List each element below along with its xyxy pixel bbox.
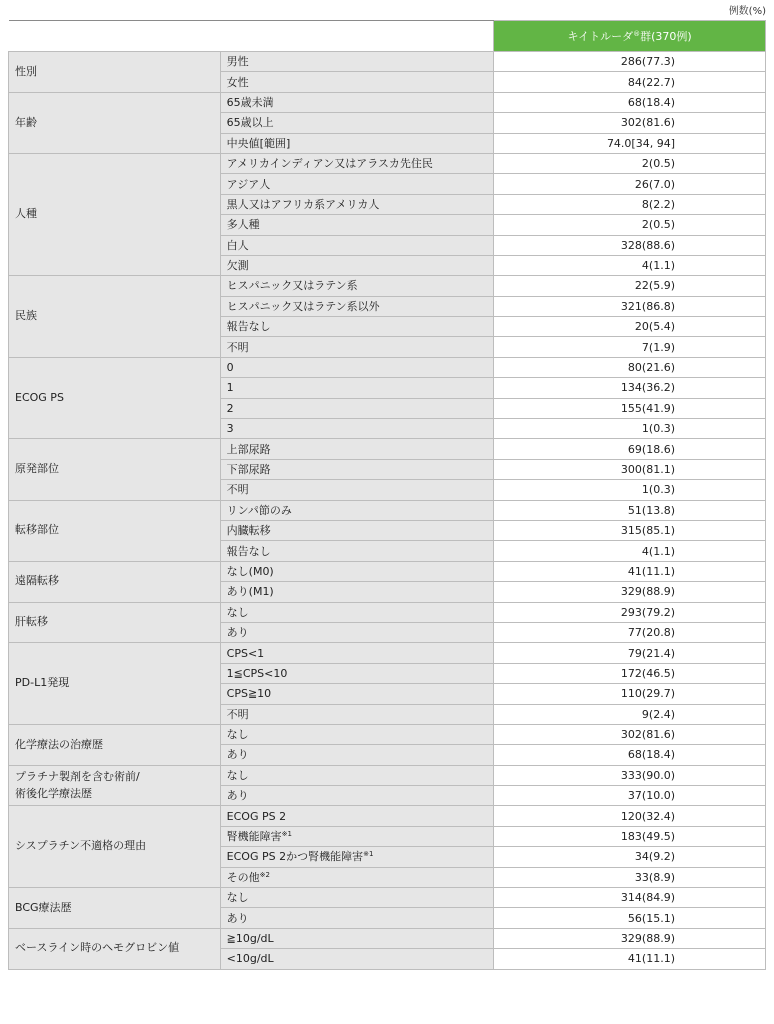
value-cell: 321(86.8): [494, 296, 766, 316]
subgroup-label: <10g/dL: [220, 949, 494, 969]
value-cell: 293(79.2): [494, 602, 766, 622]
category-label: 年齢: [9, 92, 221, 153]
value-cell: 4(1.1): [494, 255, 766, 275]
value-cell: 134(36.2): [494, 378, 766, 398]
subgroup-label: あり: [220, 786, 494, 806]
subgroup-label: 報告なし: [220, 317, 494, 337]
table-body: [9, 52, 766, 970]
subgroup-label: リンパ節のみ: [220, 500, 494, 520]
table-row: [9, 602, 766, 622]
value-cell: 183(49.5): [494, 826, 766, 846]
value-cell: 68(18.4): [494, 92, 766, 112]
subgroup-label: 男性: [220, 52, 494, 72]
table-row: [9, 92, 766, 112]
value-cell: 20(5.4): [494, 317, 766, 337]
category-label: シスプラチン不適格の理由: [9, 806, 221, 888]
subgroup-label: あり: [220, 908, 494, 928]
subgroup-label: その他$^{※2}$: [220, 867, 494, 887]
subgroup-label: ≧10g/dL: [220, 928, 494, 948]
unit-label: 例数(%): [728, 6, 766, 17]
subgroup-label: ヒスパニック又はラテン系以外: [220, 296, 494, 316]
table-row: [9, 806, 766, 826]
table-row: [9, 724, 766, 744]
value-cell: 329(88.9): [494, 582, 766, 602]
value-cell: 51(13.8): [494, 500, 766, 520]
subgroup-label: 女性: [220, 72, 494, 92]
value-cell: 41(11.1): [494, 949, 766, 969]
subgroup-label: なし: [220, 602, 494, 622]
category-label: PD-L1発現: [9, 643, 221, 725]
subgroup-label: 上部尿路: [220, 439, 494, 459]
subgroup-label: なし: [220, 888, 494, 908]
category-label: ベースライン時のヘモグロビン値: [9, 928, 221, 969]
subgroup-label: アジア人: [220, 174, 494, 194]
table-row: [9, 928, 766, 948]
value-cell: 79(21.4): [494, 643, 766, 663]
value-cell: 84(22.7): [494, 72, 766, 92]
subgroup-label: 中央値[範囲]: [220, 133, 494, 153]
category-label: ECOG PS: [9, 357, 221, 439]
table-row: [9, 276, 766, 296]
value-cell: 34(9.2): [494, 847, 766, 867]
subgroup-label: 下部尿路: [220, 459, 494, 479]
value-cell: 155(41.9): [494, 398, 766, 418]
value-cell: 80(21.6): [494, 357, 766, 377]
table-row: [9, 52, 766, 72]
value-cell: 172(46.5): [494, 663, 766, 683]
subgroup-label: あり(M1): [220, 582, 494, 602]
category-label: BCG療法歴: [9, 888, 221, 929]
category-label: 民族: [9, 276, 221, 358]
table-row: [9, 643, 766, 663]
table-row: [9, 500, 766, 520]
value-cell: 9(2.4): [494, 704, 766, 724]
subgroup-label: 腎機能障害$^{※1}$: [220, 826, 494, 846]
table-row: [9, 765, 766, 785]
value-cell: 1(0.3): [494, 419, 766, 439]
subgroup-label: ECOG PS 2かつ腎機能障害$^{※1}$: [220, 847, 494, 867]
footnote-marker: ※2: [259, 870, 270, 879]
subgroup-label: なし: [220, 765, 494, 785]
value-cell: 314(84.9): [494, 888, 766, 908]
value-cell: 7(1.9): [494, 337, 766, 357]
subgroup-label: あり: [220, 745, 494, 765]
category-label: 人種: [9, 153, 221, 275]
group-header: キイトルーダ®群(370例): [494, 21, 766, 52]
subgroup-label: なし: [220, 724, 494, 744]
subgroup-label: 1≦CPS<10: [220, 663, 494, 683]
header-blank: [9, 21, 494, 52]
value-cell: 2(0.5): [494, 153, 766, 173]
subgroup-label: なし(M0): [220, 561, 494, 581]
subgroup-label: 報告なし: [220, 541, 494, 561]
category-label: 原発部位: [9, 439, 221, 500]
category-label: 肝転移: [9, 602, 221, 643]
subgroup-label: 不明: [220, 337, 494, 357]
table-row: [9, 888, 766, 908]
subgroup-label: 多人種: [220, 215, 494, 235]
value-cell: 74.0[34, 94]: [494, 133, 766, 153]
value-cell: 33(8.9): [494, 867, 766, 887]
value-cell: 328(88.6): [494, 235, 766, 255]
category-label: 転移部位: [9, 500, 221, 561]
value-cell: 68(18.4): [494, 745, 766, 765]
value-cell: 302(81.6): [494, 113, 766, 133]
subgroup-label: 不明: [220, 480, 494, 500]
value-cell: 302(81.6): [494, 724, 766, 744]
value-cell: 69(18.6): [494, 439, 766, 459]
subgroup-label: 0: [220, 357, 494, 377]
value-cell: 333(90.0): [494, 765, 766, 785]
baseline-characteristics-table: [8, 20, 766, 970]
value-cell: 41(11.1): [494, 561, 766, 581]
table-row: [9, 153, 766, 173]
subgroup-label: ECOG PS 2: [220, 806, 494, 826]
subgroup-label: 内臓転移: [220, 520, 494, 540]
subgroup-label: あり: [220, 622, 494, 642]
value-cell: 1(0.3): [494, 480, 766, 500]
category-label: 化学療法の治療歴: [9, 724, 221, 765]
value-cell: 37(10.0): [494, 786, 766, 806]
subgroup-label: CPS≧10: [220, 684, 494, 704]
footnote-marker: ※1: [281, 830, 292, 839]
subgroup-label: CPS<1: [220, 643, 494, 663]
subgroup-label: 2: [220, 398, 494, 418]
footnote-marker: ※1: [363, 850, 374, 859]
value-cell: 4(1.1): [494, 541, 766, 561]
value-cell: 300(81.1): [494, 459, 766, 479]
subgroup-label: 1: [220, 378, 494, 398]
value-cell: 286(77.3): [494, 52, 766, 72]
value-cell: 8(2.2): [494, 194, 766, 214]
value-cell: 110(29.7): [494, 684, 766, 704]
category-label: プラチナ製剤を含む術前/ 術後化学療法歴: [9, 765, 221, 806]
value-cell: 77(20.8): [494, 622, 766, 642]
value-cell: 56(15.1): [494, 908, 766, 928]
subgroup-label: 3: [220, 419, 494, 439]
subgroup-label: 欠測: [220, 255, 494, 275]
subgroup-label: ヒスパニック又はラテン系: [220, 276, 494, 296]
value-cell: 315(85.1): [494, 520, 766, 540]
value-cell: 2(0.5): [494, 215, 766, 235]
value-cell: 120(32.4): [494, 806, 766, 826]
subgroup-label: 黒人又はアフリカ系アメリカ人: [220, 194, 494, 214]
table-row: [9, 439, 766, 459]
value-cell: 26(7.0): [494, 174, 766, 194]
value-cell: 22(5.9): [494, 276, 766, 296]
subgroup-label: 白人: [220, 235, 494, 255]
table-row: [9, 357, 766, 377]
table-header-row: [9, 21, 766, 52]
value-cell: 329(88.9): [494, 928, 766, 948]
subgroup-label: アメリカインディアン又はアラスカ先住民: [220, 153, 494, 173]
category-label: 遠隔転移: [9, 561, 221, 602]
subgroup-label: 不明: [220, 704, 494, 724]
subgroup-label: 65歳以上: [220, 113, 494, 133]
table-row: [9, 561, 766, 581]
subgroup-label: 65歳未満: [220, 92, 494, 112]
category-label: 性別: [9, 52, 221, 93]
